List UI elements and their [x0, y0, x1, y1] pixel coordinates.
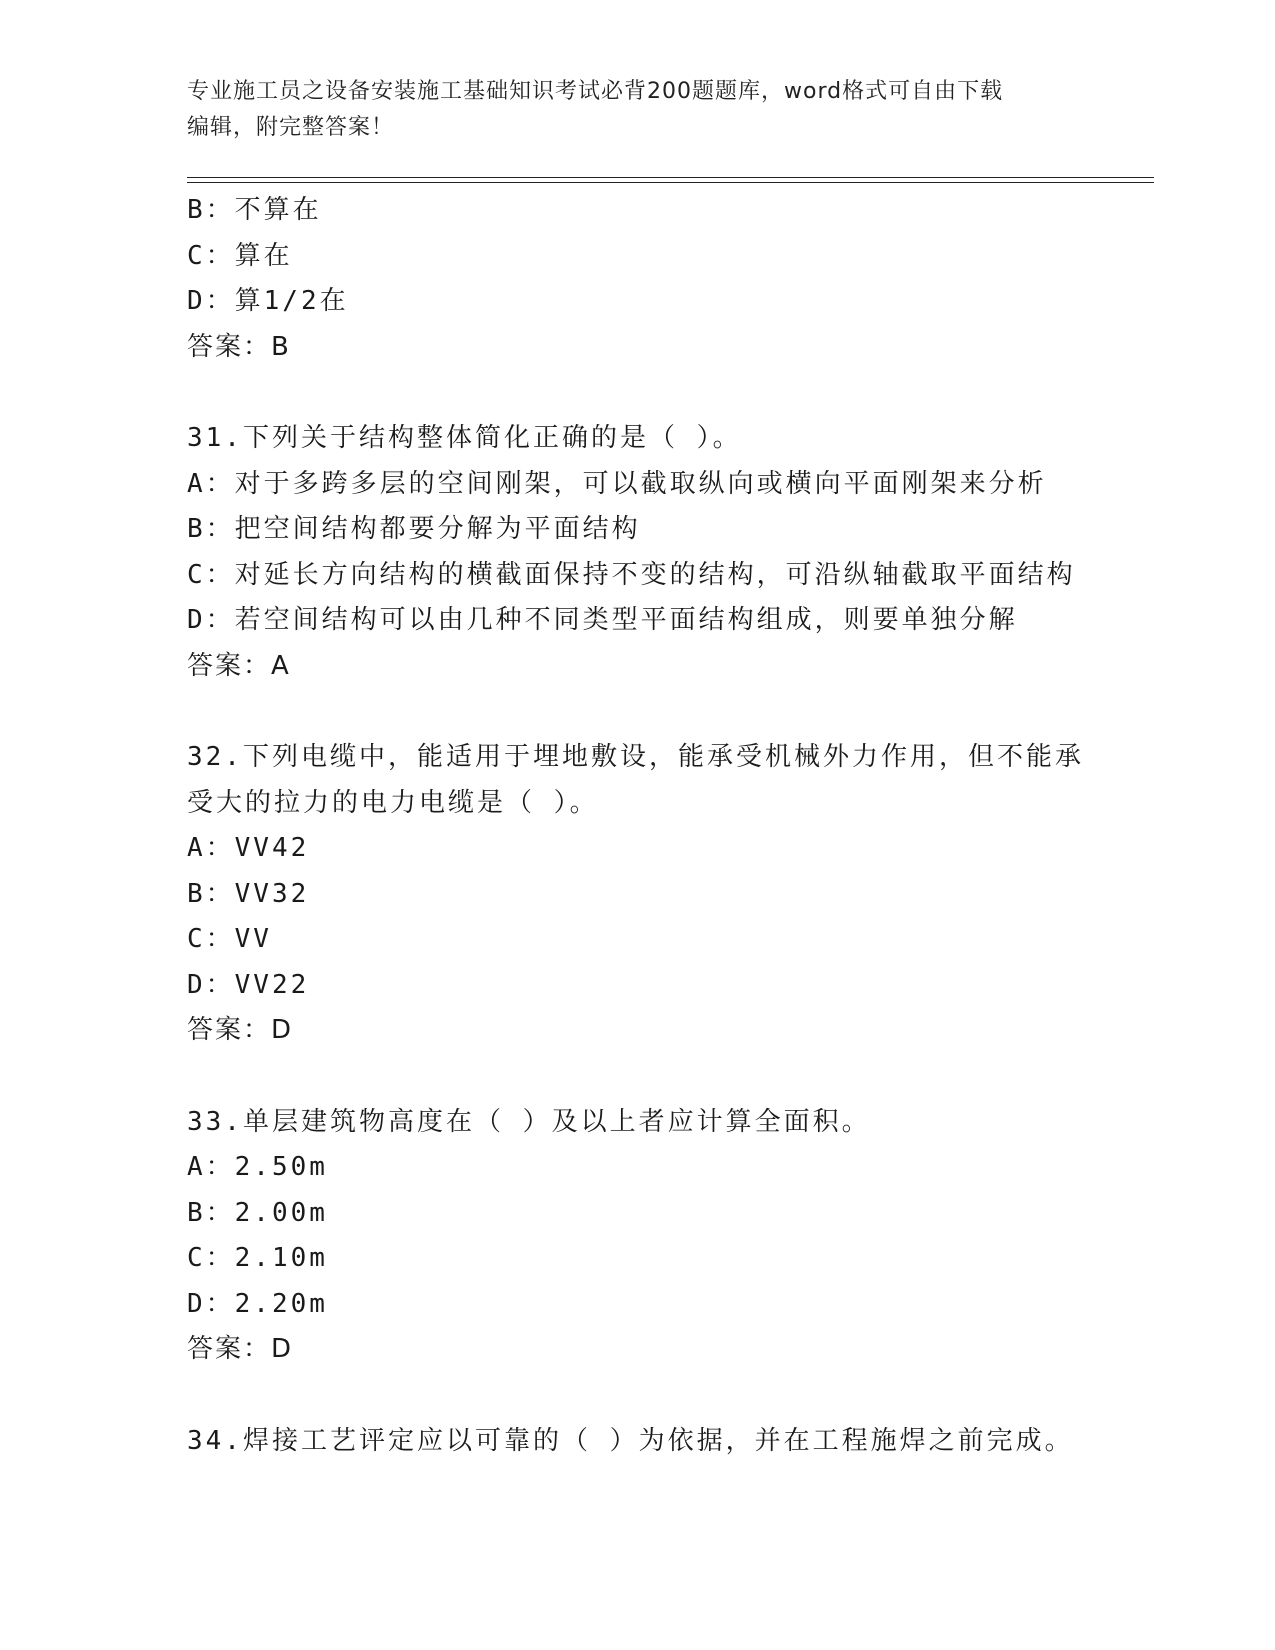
header-title-line-2: 编辑，附完整答案！ — [187, 115, 395, 140]
option-c: C：算在 — [187, 240, 293, 271]
option-a: A：VV42 — [187, 833, 310, 863]
header-divider-bottom — [187, 182, 1154, 183]
option-c: C：VV — [187, 924, 272, 954]
option-c: C：2.10m — [187, 1243, 328, 1273]
answer: 答案：B — [187, 331, 291, 362]
page-header — [187, 74, 1077, 146]
question-stem: 34.焊接工艺评定应以可靠的（ ）为依据，并在工程施焊之前完成。 — [187, 1425, 1074, 1456]
question-stem: 31.下列关于结构整体简化正确的是（ ）。 — [187, 423, 742, 453]
question-33 — [187, 1100, 1087, 1373]
question-32 — [187, 735, 1087, 1054]
answer: 答案：D — [187, 1334, 294, 1364]
option-b: B：VV32 — [187, 878, 310, 909]
option-a: A：2.50m — [187, 1152, 328, 1182]
question-stem-line-2: 受大的拉力的电力电缆是（ ）。 — [187, 787, 599, 818]
question-stem: 33.单层建筑物高度在（ ）及以上者应计算全面积。 — [187, 1106, 871, 1137]
option-c: C：对延长方向结构的横截面保持不变的结构，可沿纵轴截取平面结构 — [187, 559, 1076, 590]
question-34 — [187, 1419, 1087, 1465]
header-divider-top — [187, 177, 1154, 178]
answer: 答案：A — [187, 650, 291, 681]
header-title-line-1: 专业施工员之设备安装施工基础知识考试必背200题题库，word格式可自由下载 — [187, 79, 1004, 104]
answer: 答案：D — [187, 1015, 294, 1045]
option-d: D：2.20m — [187, 1288, 328, 1319]
option-b: B：不算在 — [187, 195, 322, 225]
question-stem-line-1: 32.下列电缆中，能适用于埋地敷设，能承受机械外力作用，但不能承 — [187, 742, 1084, 772]
option-d: D：若空间结构可以由几种不同类型平面结构组成，则要单独分解 — [187, 605, 1018, 635]
question-31 — [187, 416, 1087, 689]
option-b: B：把空间结构都要分解为平面结构 — [187, 514, 641, 544]
option-d: D：VV22 — [187, 969, 310, 1000]
option-a: A：对于多跨多层的空间刚架，可以截取纵向或横向平面刚架来分析 — [187, 468, 1047, 499]
question-list — [187, 188, 1087, 1464]
option-d: D：算1/2在 — [187, 286, 349, 316]
question-30-continued — [187, 188, 1087, 370]
option-b: B：2.00m — [187, 1197, 328, 1228]
